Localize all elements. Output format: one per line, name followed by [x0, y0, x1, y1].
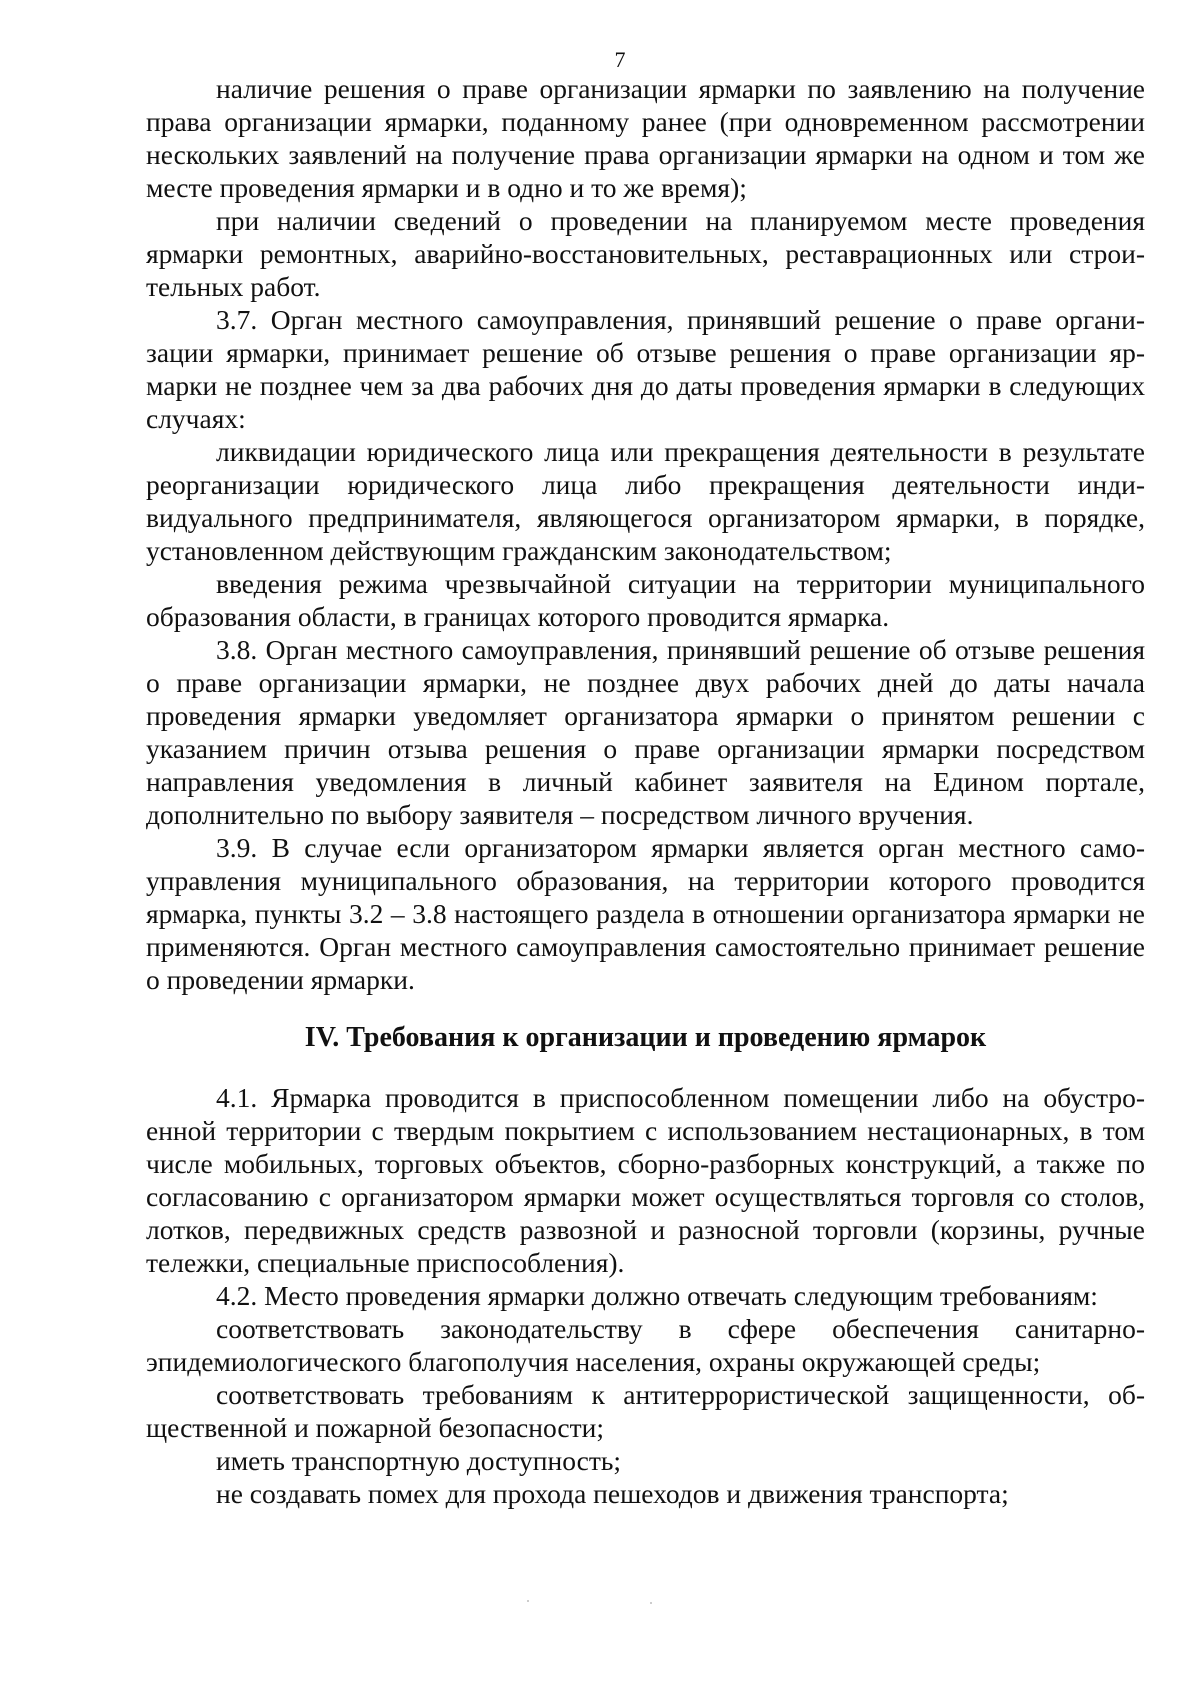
paragraph-sanitary: соответствовать законодательству в сфере обеспечения санитарно-эпидемиологического благополучия населения, охраны окружающей среды; [146, 1313, 1145, 1377]
paragraph-3-9: 3.9. В случае если организатором ярмарки является орган местного самоуправления муниципального образования, на территории которого проводится ярмарка, пункты 3.2 – 3.8 настоящего раздела в отношении организатора ярмарки не применяются. Орган местного самоуправления самостоятельно принимает решение о проведении ярмарки. [146, 832, 1145, 995]
paragraph-repair-works: при наличии сведений о проведении на планируемом месте проведения ярмарки ремонтных, аварийно-восстановительных, реставрационных или строительных работ. [146, 205, 1145, 302]
scan-speck [650, 1602, 652, 1604]
paragraph-4-2: 4.2. Место проведения ярмарки должно отвечать следующим требованиям: [216, 1280, 1098, 1311]
paragraph-3-7: 3.7. Орган местного самоуправления, принявший решение о праве организации ярмарки, принимает решение об отзыве решения о праве организации ярмарки не позднее чем за два рабочих дня до даты проведения ярмарки в следующих случаях: [146, 304, 1145, 434]
scan-speck [527, 1600, 529, 1602]
paragraph-3-8: 3.8. Орган местного самоуправления, принявший решение об отзыве решения о праве организации ярмарки, не позднее двух рабочих дней до даты начала проведения ярмарки уведомляет организатора ярмарки о принятом решении с указанием причин отзыва решения о праве организации ярмарки посредством направления уведомления в личный кабинет заявителя на Едином портале, дополнительно по выбору заявителя – посредством личного вручения. [146, 634, 1145, 830]
section-heading: IV. Требования к организации и проведению ярмарок [304, 1022, 987, 1053]
paragraph-liquidation: ликвидации юридического лица или прекращения деятельности в результате реорганизации юридического лица либо прекращения деятельности индивидуального предпринимателя, являющегося организатором ярмарки, в порядке, установленном действующим гражданским законодательством; [146, 436, 1145, 566]
paragraph-4-1: 4.1. Ярмарка проводится в приспособленном помещении либо на обустроенной территории с твердым покрытием с использованием нестационарных, в том числе мобильных, торговых объектов, сборно-разборных конструкций, а также по согласованию с организатором ярмарки может осуществляться торговля со столов, лотков, передвижных средств развозной и разносной торговли (корзины, ручные тележки, специальные приспособления). [146, 1082, 1145, 1278]
paragraph-security: соответствовать требованиям к антитеррористической защищенности, общественной и пожарной безопасности; [146, 1379, 1145, 1443]
page-number: 7 [614, 47, 626, 72]
paragraph-emergency: введения режима чрезвычайной ситуации на территории муниципального образования области, в границах которого проводится ярмарка. [146, 568, 1145, 632]
paragraph-transport-access: иметь транспортную доступность; [216, 1445, 622, 1476]
paragraph-no-obstruction: не создавать помех для прохода пешеходов и движения транспорта; [216, 1478, 1009, 1509]
document-body [146, 72, 1145, 1510]
paragraph-existing-decision: наличие решения о праве организации ярмарки по заявлению на получение права организации ярмарки, поданному ранее (при одновременном рассмотрении нескольких заявлений на получение права организации ярмарки на одном и том же месте проведения ярмарки и в одно и то же время); [146, 73, 1145, 203]
